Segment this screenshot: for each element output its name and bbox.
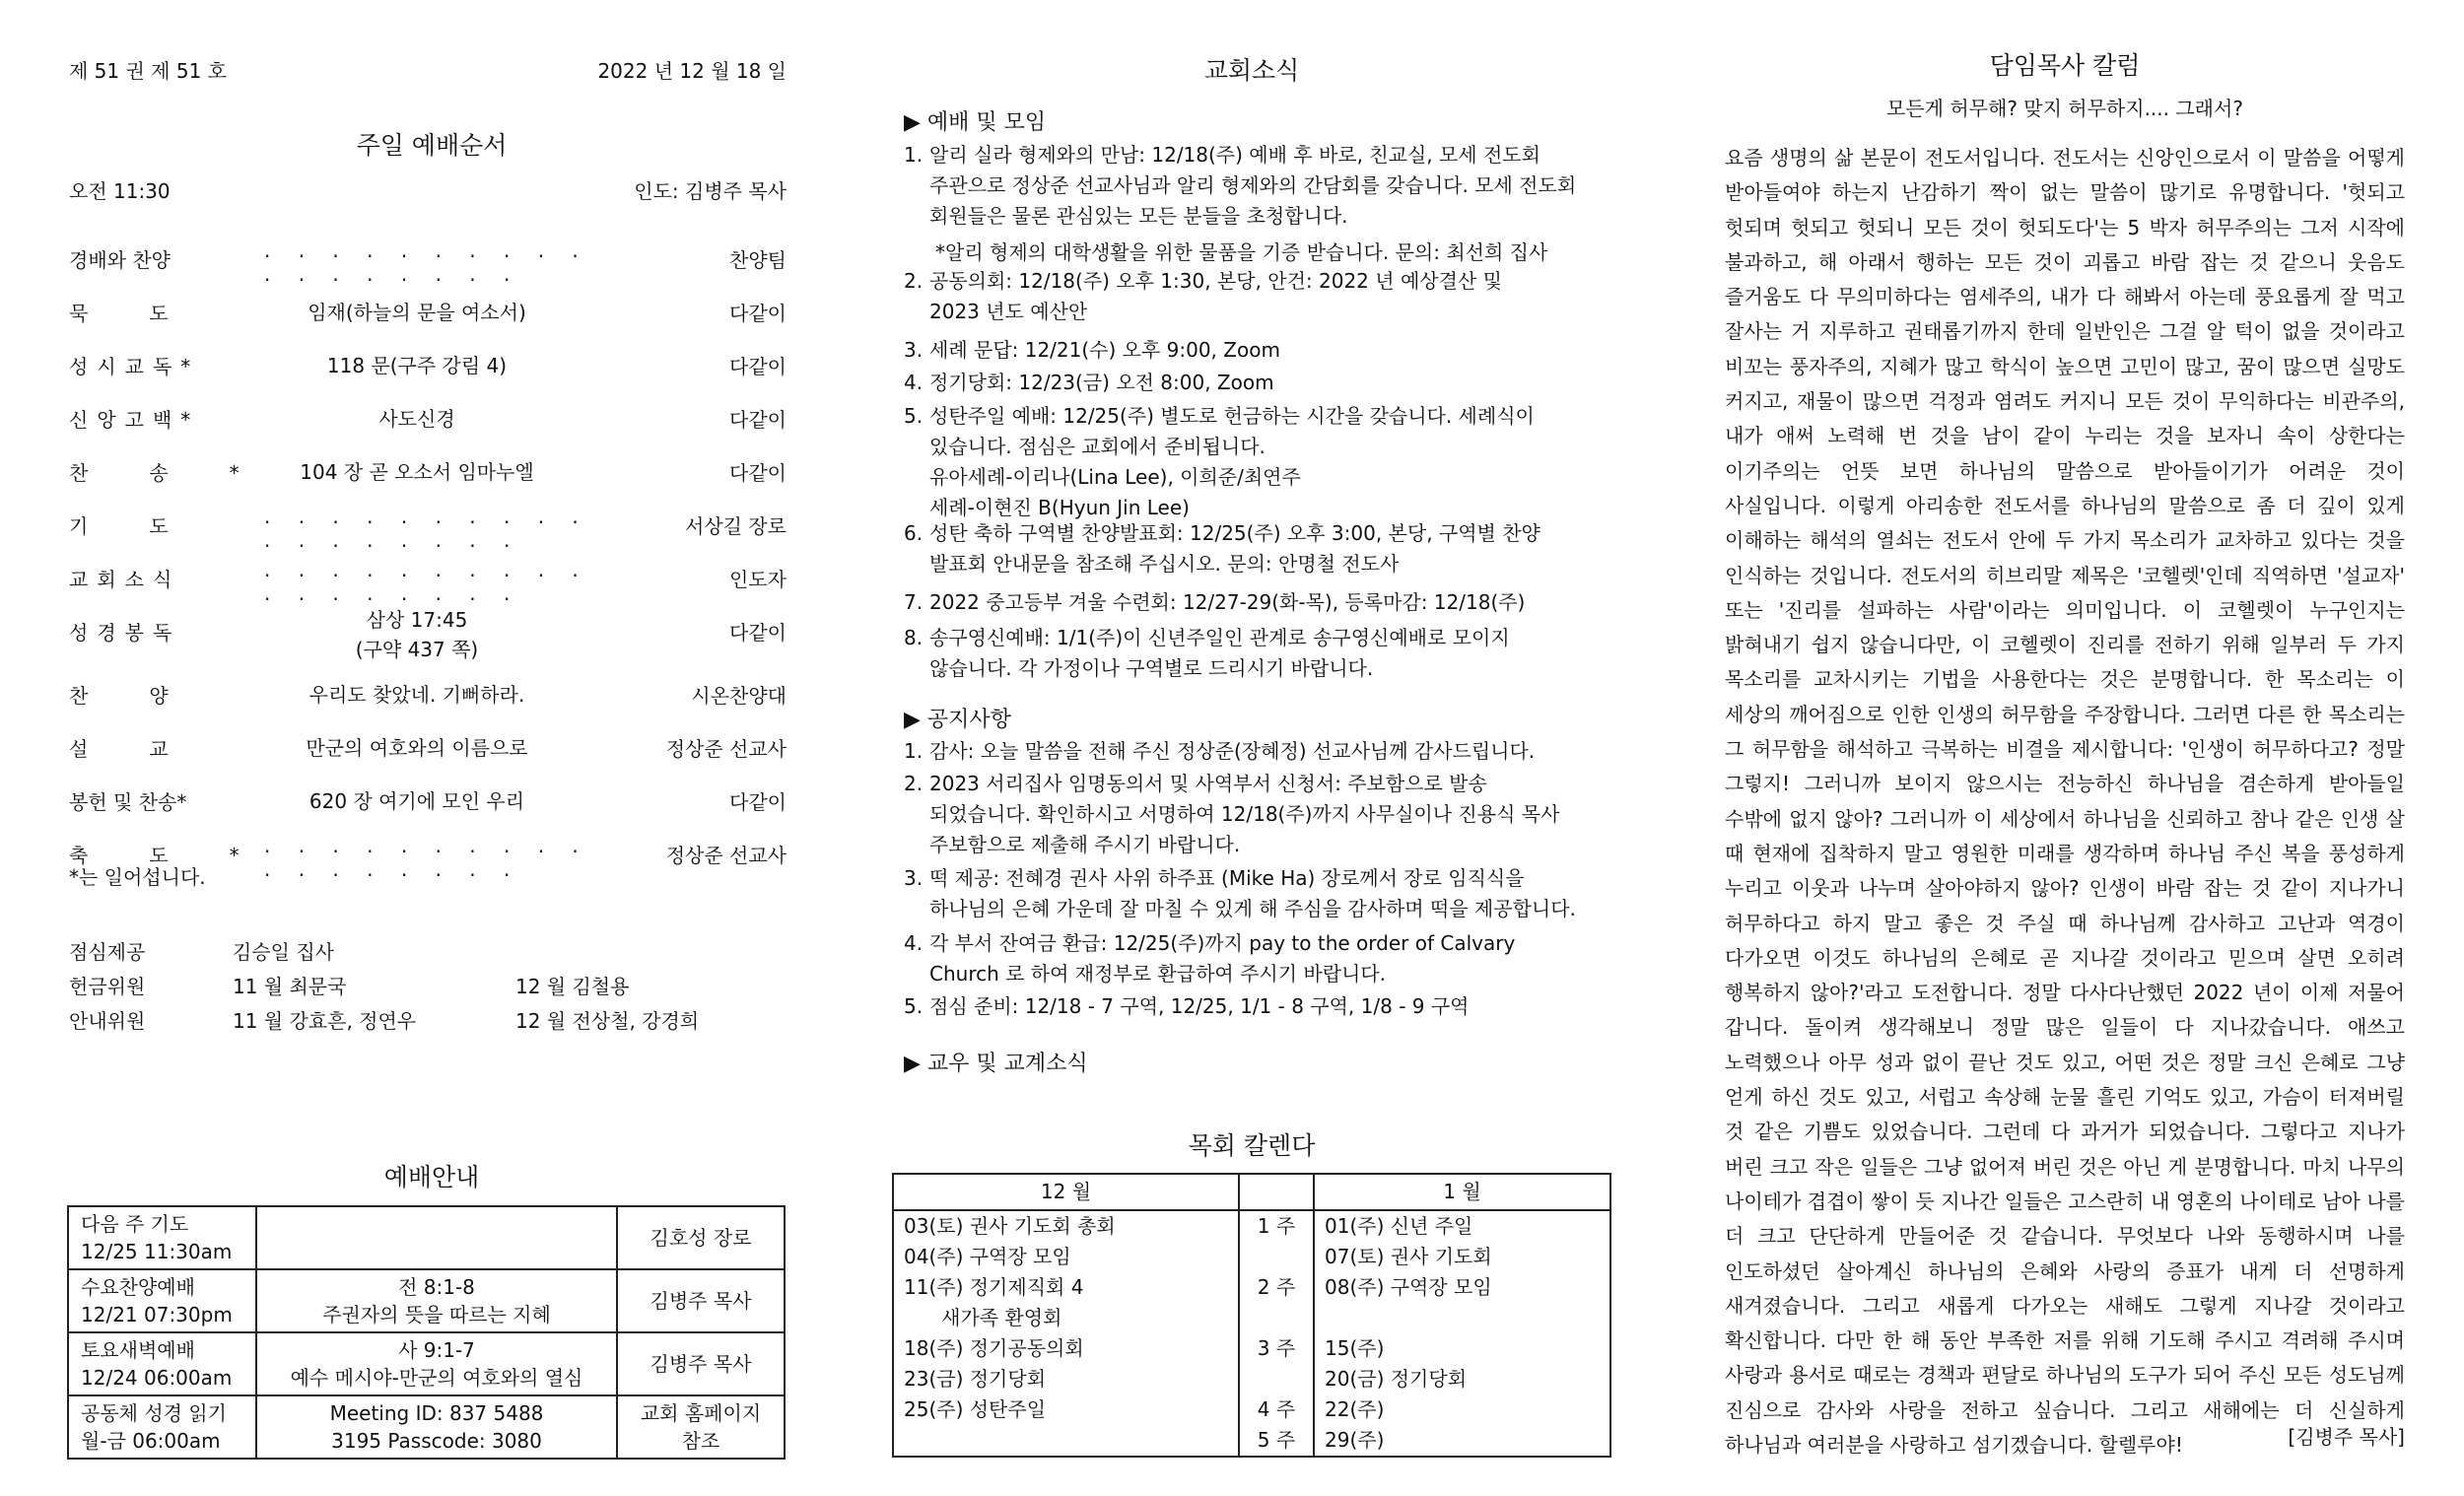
service-name-cell (68, 1332, 256, 1395)
order-detail-line: 만군의 여호와의 이름으로 (306, 736, 528, 760)
service-person: 김병주 목사 (650, 1289, 752, 1313)
calendar-january-events (1314, 1210, 1610, 1457)
calendar-entry: 4 주 (1257, 1397, 1296, 1421)
column-line: 그렇지! 그러니까 보이지 않으시는 전능하신 하나님을 겸손하게 받아들일 (1725, 772, 2405, 796)
order-person: 다같이 (729, 790, 787, 814)
service-person: 김병주 목사 (650, 1352, 752, 1376)
column-line: 확신합니다. 다만 한 해 동안 부족한 저를 위해 기도해 주시고 격려해 주시며 (1725, 1328, 2405, 1353)
news-item-line: 각 부서 잔여금 환급: 12/25(주)까지 pay to the order of Calvary (929, 931, 1516, 955)
service-time: 12/25 11:30am (81, 1240, 233, 1263)
service-person-cell (617, 1269, 785, 1332)
service-sermon: 예수 메시야-만군의 여호와의 열심 (290, 1366, 583, 1390)
news-item-number: 4. (904, 931, 924, 955)
calendar-entry: 15(주) (1325, 1336, 1385, 1360)
order-title: 주일 예배순서 (356, 131, 508, 160)
order-detail (254, 457, 580, 487)
column-line: 행복하지 않아?'라고 도전합니다. 정말 다사다난했던 2022 년이 이제 저물어 (1725, 981, 2405, 1005)
order-label: 교회소식 (69, 568, 181, 591)
service-time: 12/21 07:30pm (81, 1303, 233, 1326)
order-detail (254, 733, 580, 763)
order-row (67, 404, 787, 443)
news-item-number: 1. (904, 739, 924, 763)
column-line: 갑니다. 돌이켜 생각해보니 정말 많은 일들이 다 지나갔습니다. 애쓰고 (1725, 1015, 2405, 1040)
news-item-line: 세례-이현진 B(Hyun Jin Lee) (929, 496, 1190, 519)
news-item-number: 2. (904, 269, 924, 293)
calendar-entry: 29(주) (1325, 1428, 1385, 1452)
order-label: 묵도 (69, 302, 230, 325)
news-item (904, 623, 1613, 684)
news-item-number: 3. (904, 866, 924, 890)
calendar-entry: 2 주 (1257, 1275, 1296, 1299)
column-line: 즐거움도 다 무의미하다는 염세주의, 내가 다 해봐서 아는데 풍요롭게 잘 먹고 (1725, 285, 2405, 309)
news-item (904, 368, 1613, 398)
news-item-number: 3. (904, 338, 924, 362)
column-line: 다가오면 이것도 하나님의 은혜로 곧 지나갈 것이라고 믿으며 살면 오히려 (1725, 945, 2405, 970)
section-worship-meetings: ▶ 예배 및 모임 (904, 110, 1047, 135)
order-detail (254, 786, 580, 816)
news-item-number: 5. (904, 404, 924, 428)
news-item (904, 587, 1613, 618)
news-item-line: *알리 형제의 대학생활을 위한 물품을 기증 받습니다. 문의: 최선희 집사 (935, 240, 1548, 264)
news-item-line: 공동의회: 12/18(주) 오후 1:30, 본당, 안건: 2022 년 예상결산 및 (929, 269, 1502, 293)
service-name-cell (68, 1206, 256, 1269)
column-line: 내가 애써 노력해 번 것을 남이 같이 누리는 것을 보자니 속이 상한다는 (1725, 424, 2405, 448)
order-detail-line: 620 장 여기에 모인 우리 (308, 789, 525, 813)
section-notices: ▶ 공지사항 (904, 708, 1011, 732)
order-label: 축도* (69, 844, 301, 867)
calendar-head-december: 12 월 (893, 1174, 1239, 1210)
order-detail-line: 임재(하늘의 문을 여소서) (308, 301, 526, 324)
order-row (67, 680, 787, 719)
news-item-line: 하나님의 은혜 가운데 잘 마칠 수 있게 해 주심을 감사하며 떡을 제공합니다. (929, 897, 1576, 920)
service-row (68, 1395, 785, 1459)
calendar-december-events (893, 1210, 1239, 1457)
news-item-line: 세례 문답: 12/21(수) 오후 9:00, Zoom (929, 338, 1280, 362)
column-signature: [김병주 목사] (2288, 1425, 2405, 1449)
staff-name-first: 11 월 강효흔, 정연우 (233, 1009, 417, 1033)
calendar-entry: 1 주 (1257, 1214, 1296, 1238)
calendar-entry (1325, 1303, 1600, 1333)
calendar-entry: 03(토) 권사 기도회 총회 (904, 1214, 1116, 1238)
service-person-extra: 참조 (681, 1429, 720, 1453)
service-person-cell (617, 1332, 785, 1395)
news-item-text (929, 368, 1613, 398)
news-item (904, 991, 1613, 1022)
bulletin-date: 2022 년 12 월 18 일 (597, 59, 787, 83)
calendar-entry (904, 1425, 1228, 1456)
column-line: 허무하다고 하지 말고 좋은 것 주실 때 하나님께 감사하고 고난과 역경이 (1725, 911, 2405, 935)
order-dots: · · · · · · · · · · · · · · · · · · (264, 510, 589, 558)
column-line: 인식하는 것입니다. 전도서의 히브리말 제목은 '코헬렛'인데 직역하면 '설교자' (1725, 563, 2405, 587)
staff-name-first: 11 월 최문국 (233, 975, 347, 998)
news-item-text (929, 140, 1613, 268)
order-label: 성경봉독 (69, 621, 181, 645)
service-passage: 전 8:1-8 (398, 1275, 475, 1299)
column-line: 것 같은 기쁨도 있었습니다. 그런데 다 과거가 되었습니다. 그렇다고 지나가 (1725, 1120, 2405, 1144)
order-person: 다같이 (729, 621, 787, 645)
column-line: 그 허무함을 해석하고 극복하는 비결을 제시합니다: '인생이 허무하다고? 정말 (1725, 737, 2405, 762)
column-line: 더 크고 단단하게 만들어준 것 같습니다. 무엇보다 나와 동행하시며 나를 (1725, 1224, 2405, 1249)
column-line: 이기주의는 언뜻 보면 하나님의 말씀으로 받아들이기가 어려운 것이 (1725, 458, 2405, 483)
staff-row (67, 971, 796, 1002)
news-item (904, 769, 1613, 860)
order-detail-line: 사도신경 (378, 407, 455, 431)
calendar-entry: 08(주) 구역장 모임 (1325, 1275, 1492, 1299)
staff-role: 헌금위원 (69, 975, 146, 998)
news-item-line: 감사: 오늘 말씀을 전해 주신 정상준(장혜정) 선교사님께 감사드립니다. (929, 739, 1536, 763)
order-person: 다같이 (729, 461, 787, 485)
news-item (904, 401, 1613, 523)
news-item (904, 736, 1613, 767)
column-line: 사랑과 용서로 때로는 경책과 편달로 하나님의 도구가 되어 주신 모든 성도님께 (1725, 1363, 2405, 1388)
column-line: 요즘 생명의 삶 본문이 전도서입니다. 전도서는 신앙인으로서 이 말씀을 어떻게 (1725, 146, 2405, 170)
calendar-entry (1240, 1303, 1313, 1333)
column-line: 누리고 이웃과 나누며 살아야하지 않아? 인생이 바람 잡는 것 같이 지나가니 (1725, 876, 2405, 901)
section-member-news: ▶ 교우 및 교계소식 (904, 1052, 1088, 1076)
order-detail (254, 351, 580, 380)
news-item-line: 주관으로 정상준 선교사님과 알리 형제와의 간담회를 갖습니다. 모세 전도회 (929, 173, 1577, 197)
news-item-text (929, 266, 1613, 327)
news-item-line: 성탄주일 예배: 12/25(주) 별도로 헌금하는 시간을 갖습니다. 세례식이 (929, 404, 1535, 428)
order-person: 찬양팀 (729, 248, 787, 272)
column-line: 나이테가 겹겹이 쌓이 듯 지나간 일들은 고스란히 내 영혼의 나이테로 남아 나를 (1725, 1189, 2405, 1213)
service-person-cell (617, 1206, 785, 1269)
service-person: 김호성 장로 (650, 1226, 752, 1250)
calendar-entry: 25(주) 성탄주일 (904, 1397, 1047, 1421)
calendar-entry: 5 주 (1257, 1428, 1296, 1452)
news-item-number: 6. (904, 521, 924, 545)
service-detail-cell (256, 1206, 617, 1269)
order-detail (254, 298, 580, 327)
column-line: 이해하는 해석의 열쇠는 전도서 안에 두 가지 목소리가 교차하고 있다는 것을 (1725, 528, 2405, 553)
service-detail-cell (256, 1269, 617, 1332)
order-label: 신앙고백* (69, 408, 200, 432)
staff-role: 점심제공 (69, 940, 146, 964)
news-item-line: 성탄 축하 구역별 찬양발표회: 12/25(주) 오후 3:00, 본당, 구역별 찬양 (929, 521, 1540, 545)
order-label: 설교 (69, 737, 230, 761)
order-row (67, 457, 787, 497)
service-name: 공동체 성경 읽기 (81, 1401, 227, 1425)
calendar-entry: 새가족 환영회 (904, 1306, 1062, 1329)
order-row (67, 733, 787, 773)
news-item-line: 유아세례-이리나(Lina Lee), 이희준/최연주 (929, 465, 1301, 489)
calendar-entry: 22(주) (1325, 1397, 1385, 1421)
column-line: 목소리를 교차시키는 기법을 사용한다는 것은 분명합니다. 한 목소리는 이 (1725, 667, 2405, 692)
order-row (67, 564, 787, 611)
calendar-entry: 23(금) 정기당회 (904, 1367, 1047, 1391)
news-item-line: Church 로 하여 재정부로 환급하여 주시기 바랍니다. (929, 962, 1387, 986)
order-dots: · · · · · · · · · · · · · · · · · · (264, 840, 589, 887)
news-item-line: 떡 제공: 전혜경 권사 사위 하주표 (Mike Ha) 장로께서 장로 임직식을 (929, 866, 1525, 890)
order-person: 인도자 (729, 568, 787, 591)
service-row (68, 1269, 785, 1332)
service-name: 다음 주 기도 (81, 1212, 189, 1236)
order-person: 다같이 (729, 355, 787, 378)
news-item-text (929, 587, 1613, 618)
volume-number: 제 51 권 제 51 호 (69, 59, 227, 83)
news-item-line: 않습니다. 각 가정이나 구역별로 드리시기 바랍니다. (929, 656, 1374, 680)
service-sermon: 3195 Passcode: 3080 (331, 1429, 542, 1453)
calendar-entry: 3 주 (1257, 1336, 1296, 1360)
news-item-number: 2. (904, 772, 924, 795)
news-item-number: 1. (904, 143, 924, 167)
column-line: 받아들여야 하는지 난감하기 짝이 없는 말씀이 많기로 유명합니다. '헛되고 (1725, 180, 2405, 205)
column-line: 하나님과 여러분을 사랑하고 섬기겠습니다. 할렐루야! (1725, 1432, 2183, 1457)
service-passage: Meeting ID: 837 5488 (329, 1401, 544, 1425)
news-item-text (929, 401, 1613, 523)
column-title: 담임목사 칼럼 (1989, 51, 2141, 80)
order-person: 다같이 (729, 408, 787, 432)
column-line: 비꼬는 풍자주의, 지혜가 많고 학식이 높으면 고민이 많고, 꿈이 많으면 실망도 (1725, 354, 2405, 378)
calendar-entry (1240, 1242, 1313, 1272)
calendar-entry: 01(주) 신년 주일 (1325, 1214, 1473, 1238)
news-item-line: 주보함으로 제출해 주시기 바랍니다. (929, 833, 1241, 856)
service-detail-cell (256, 1332, 617, 1395)
order-person: 시온찬양대 (691, 684, 787, 708)
column-line: 헛되며 헛되고 헛되니 모든 것이 헛되도다'는 5 박자 허무주의는 그저 시작에 (1725, 215, 2405, 239)
calendar-entry: 18(주) 정기공동의회 (904, 1336, 1084, 1360)
news-item-text (929, 736, 1613, 767)
order-of-service-column (67, 0, 796, 1496)
staff-name-second: 12 월 김철용 (515, 975, 630, 998)
news-item (904, 266, 1613, 327)
order-person: 정상준 선교사 (665, 737, 787, 761)
news-item-line: 송구영신예배: 1/1(주)이 신년주일인 관계로 송구영신예배로 모이지 (929, 626, 1510, 649)
calendar-head-january: 1 월 (1314, 1174, 1610, 1210)
news-item-text (929, 518, 1613, 579)
news-item-number: 8. (904, 626, 924, 649)
standing-note: *는 일어섭니다. (69, 865, 206, 889)
news-item-text (929, 335, 1613, 366)
column-line: 때 현재에 집착하지 말고 영원한 미래를 생각하며 하나님 주신 복을 풍성하게 (1725, 841, 2405, 865)
column-line: 또는 '진리를 설파하는 사람'이라는 의미입니다. 이 코헬렛이 누구인지는 (1725, 597, 2405, 622)
news-title: 교회소식 (1203, 56, 1300, 85)
order-detail-line: 104 장 곧 오소서 임마누엘 (300, 460, 534, 484)
service-name-cell (68, 1269, 256, 1332)
news-item-line: 점심 준비: 12/18 - 7 구역, 12/25, 1/1 - 8 구역, 1/8 - 9 구역 (929, 994, 1470, 1018)
order-row (67, 786, 787, 826)
order-detail (254, 605, 580, 664)
pastor-column (1725, 0, 2405, 1496)
news-item-line: 회원들은 물론 관심있는 모든 분들을 초청합니다. (929, 204, 1348, 228)
news-item-number: 7. (904, 590, 924, 614)
service-time: 오전 11:30 (69, 179, 171, 203)
news-item (904, 863, 1613, 924)
column-line: 잘사는 거 지루하고 권태롭기까지 한데 일반인은 그걸 알 턱이 없을 것이라고 (1725, 319, 2405, 344)
service-name-cell (68, 1395, 256, 1459)
column-line: 진심으로 감사와 사랑을 전하고 싶습니다. 그리고 새해에는 더 신실하게 (1725, 1397, 2405, 1422)
pastoral-calendar (892, 1173, 1611, 1458)
service-name: 토요새벽예배 (81, 1338, 195, 1362)
news-item-line: 2022 중고등부 겨울 수련회: 12/27-29(화-목), 등록마감: 12/18(주) (929, 590, 1526, 614)
calendar-entry: 04(주) 구역장 모임 (904, 1245, 1071, 1268)
order-row (67, 298, 787, 337)
order-label: 봉헌 및 찬송* (69, 790, 187, 814)
news-item-text (929, 769, 1613, 860)
news-item (904, 518, 1613, 579)
news-item (904, 335, 1613, 366)
calendar-entry: 11(주) 정기제직회 4 (904, 1275, 1084, 1299)
order-dots: · · · · · · · · · · · · · · · · · · (264, 564, 589, 611)
service-row (68, 1332, 785, 1395)
order-row (67, 510, 787, 558)
news-item-text (929, 991, 1613, 1022)
news-item-number: 4. (904, 371, 924, 394)
news-item-line: 정기당회: 12/23(금) 오전 8:00, Zoom (929, 371, 1274, 394)
order-detail-line: (구약 437 쪽) (355, 638, 479, 661)
order-dots: · · · · · · · · · · · · · · · · · · (264, 244, 589, 292)
column-subtitle: 모든게 허무해? 맞지 허무하지.... 그래서? (1886, 97, 2243, 120)
order-label: 찬양 (69, 684, 230, 708)
order-row (67, 351, 787, 390)
order-label: 성시교독* (69, 355, 200, 378)
service-time: 12/24 06:00am (81, 1366, 233, 1390)
staff-name-second: 12 월 전상철, 강경희 (515, 1009, 700, 1033)
service-guide-table (67, 1205, 786, 1460)
order-detail-line: 삼상 17:45 (366, 608, 468, 632)
order-label: 기도 (69, 514, 230, 538)
news-item-line: 발표회 안내문을 참조해 주십시오. 문의: 안명철 전도사 (929, 552, 1400, 576)
order-row (67, 608, 787, 661)
service-leader: 인도: 김병주 목사 (634, 179, 787, 203)
column-line: 얻게 하신 것도 있고, 서럽고 속상해 눈물 흘린 기억도 있고, 가슴이 터져버릴 (1725, 1085, 2405, 1110)
service-person: 교회 홈페이지 (640, 1401, 762, 1425)
column-line: 새겨졌습니다. 그리고 새롭게 다가오는 새해도 그렇게 지나갈 것이라고 (1725, 1293, 2405, 1318)
staff-name-first: 김승일 집사 (233, 940, 334, 964)
staff-role: 안내위원 (69, 1009, 146, 1033)
calendar-weeks (1239, 1210, 1314, 1457)
news-item-line: 있습니다. 점심은 교회에서 준비됩니다. (929, 435, 1266, 458)
staff-row (67, 1005, 796, 1037)
service-detail-cell (256, 1395, 617, 1459)
calendar-head-week (1239, 1174, 1314, 1210)
staff-row (67, 936, 796, 968)
column-line: 수밖에 없지 않아? 그러니까 이 세상에서 하나님을 신뢰하고 참나 같은 인생 살 (1725, 806, 2405, 831)
news-item-text (929, 623, 1613, 684)
column-line: 불과하고, 해 아래서 행하는 모든 것이 괴롭고 바람 잡는 것 같으니 웃음도 (1725, 249, 2405, 274)
calendar-entry: 07(토) 권사 기도회 (1325, 1245, 1492, 1268)
news-item-number: 5. (904, 994, 924, 1018)
news-item-text (929, 928, 1613, 989)
calendar-title: 목회 칼렌다 (1188, 1131, 1316, 1160)
column-body (1725, 141, 2405, 1462)
service-guide-title: 예배안내 (383, 1163, 480, 1191)
column-line: 버린 크고 작은 일들은 그냥 없어져 버린 것은 아닌 게 분명합니다. 마치 나무의 (1725, 1154, 2405, 1179)
order-detail-line: 우리도 찾았네. 기뻐하라. (308, 683, 525, 707)
column-line: 노력했으나 아무 성과 없이 끝난 것도 있고, 어떤 것은 정말 크신 은혜로 그냥 (1725, 1050, 2405, 1074)
service-passage: 사 9:1-7 (398, 1338, 475, 1362)
calendar-entry: 20(금) 정기당회 (1325, 1367, 1468, 1391)
service-person-cell (617, 1395, 785, 1459)
calendar-entry (1240, 1364, 1313, 1394)
order-person: 서상길 장로 (685, 514, 787, 538)
order-detail (254, 404, 580, 434)
news-item-line: 2023 서리집사 임명동의서 및 사역부서 신청서: 주보함으로 발송 (929, 772, 1487, 795)
column-line: 커지고, 재물이 많으면 걱정과 염려도 커지니 모든 것이 무익하다는 비관주의, (1725, 389, 2405, 414)
order-label: 찬송* (69, 461, 301, 485)
column-line: 인도하셨던 살아계신 하나님의 은혜와 사랑의 증표가 내게 더 선명하게 (1725, 1258, 2405, 1283)
news-item-line: 2023 년도 예산안 (929, 300, 1088, 323)
news-item (904, 140, 1613, 268)
news-item-line: 알리 실라 형제와의 만남: 12/18(주) 예배 후 바로, 친교실, 모세 전도회 (929, 143, 1540, 167)
column-line: 사실입니다. 이렇게 아리송한 전도서를 하나님의 말씀으로 좀 더 깊이 있게 (1725, 493, 2405, 517)
service-time: 월-금 06:00am (81, 1429, 221, 1453)
news-item (904, 928, 1613, 989)
order-person: 정상준 선교사 (665, 844, 787, 867)
order-detail (254, 680, 580, 710)
news-item-text (929, 863, 1613, 924)
order-person: 다같이 (729, 302, 787, 325)
service-row (68, 1206, 785, 1269)
column-line: 세상의 깨어짐으로 인한 인생의 허무함을 주장합니다. 그러면 다른 한 목소리는 (1725, 702, 2405, 726)
order-label: 경배와 찬양 (69, 248, 171, 272)
order-row (67, 244, 787, 292)
service-name: 수요찬양예배 (81, 1275, 195, 1299)
church-news-column (892, 0, 1611, 1496)
column-line: 밝혀내기 쉽지 않습니다만, 이 코헬렛이 진리를 전하기 위해 일부러 두 가지 (1725, 633, 2405, 657)
order-detail-line: 118 문(구주 강림 4) (326, 354, 508, 377)
service-sermon: 주권자의 뜻을 따르는 지혜 (322, 1303, 551, 1326)
news-item-line: 되었습니다. 확인하시고 서명하여 12/18(주)까지 사무실이나 진용식 목사 (929, 802, 1560, 826)
